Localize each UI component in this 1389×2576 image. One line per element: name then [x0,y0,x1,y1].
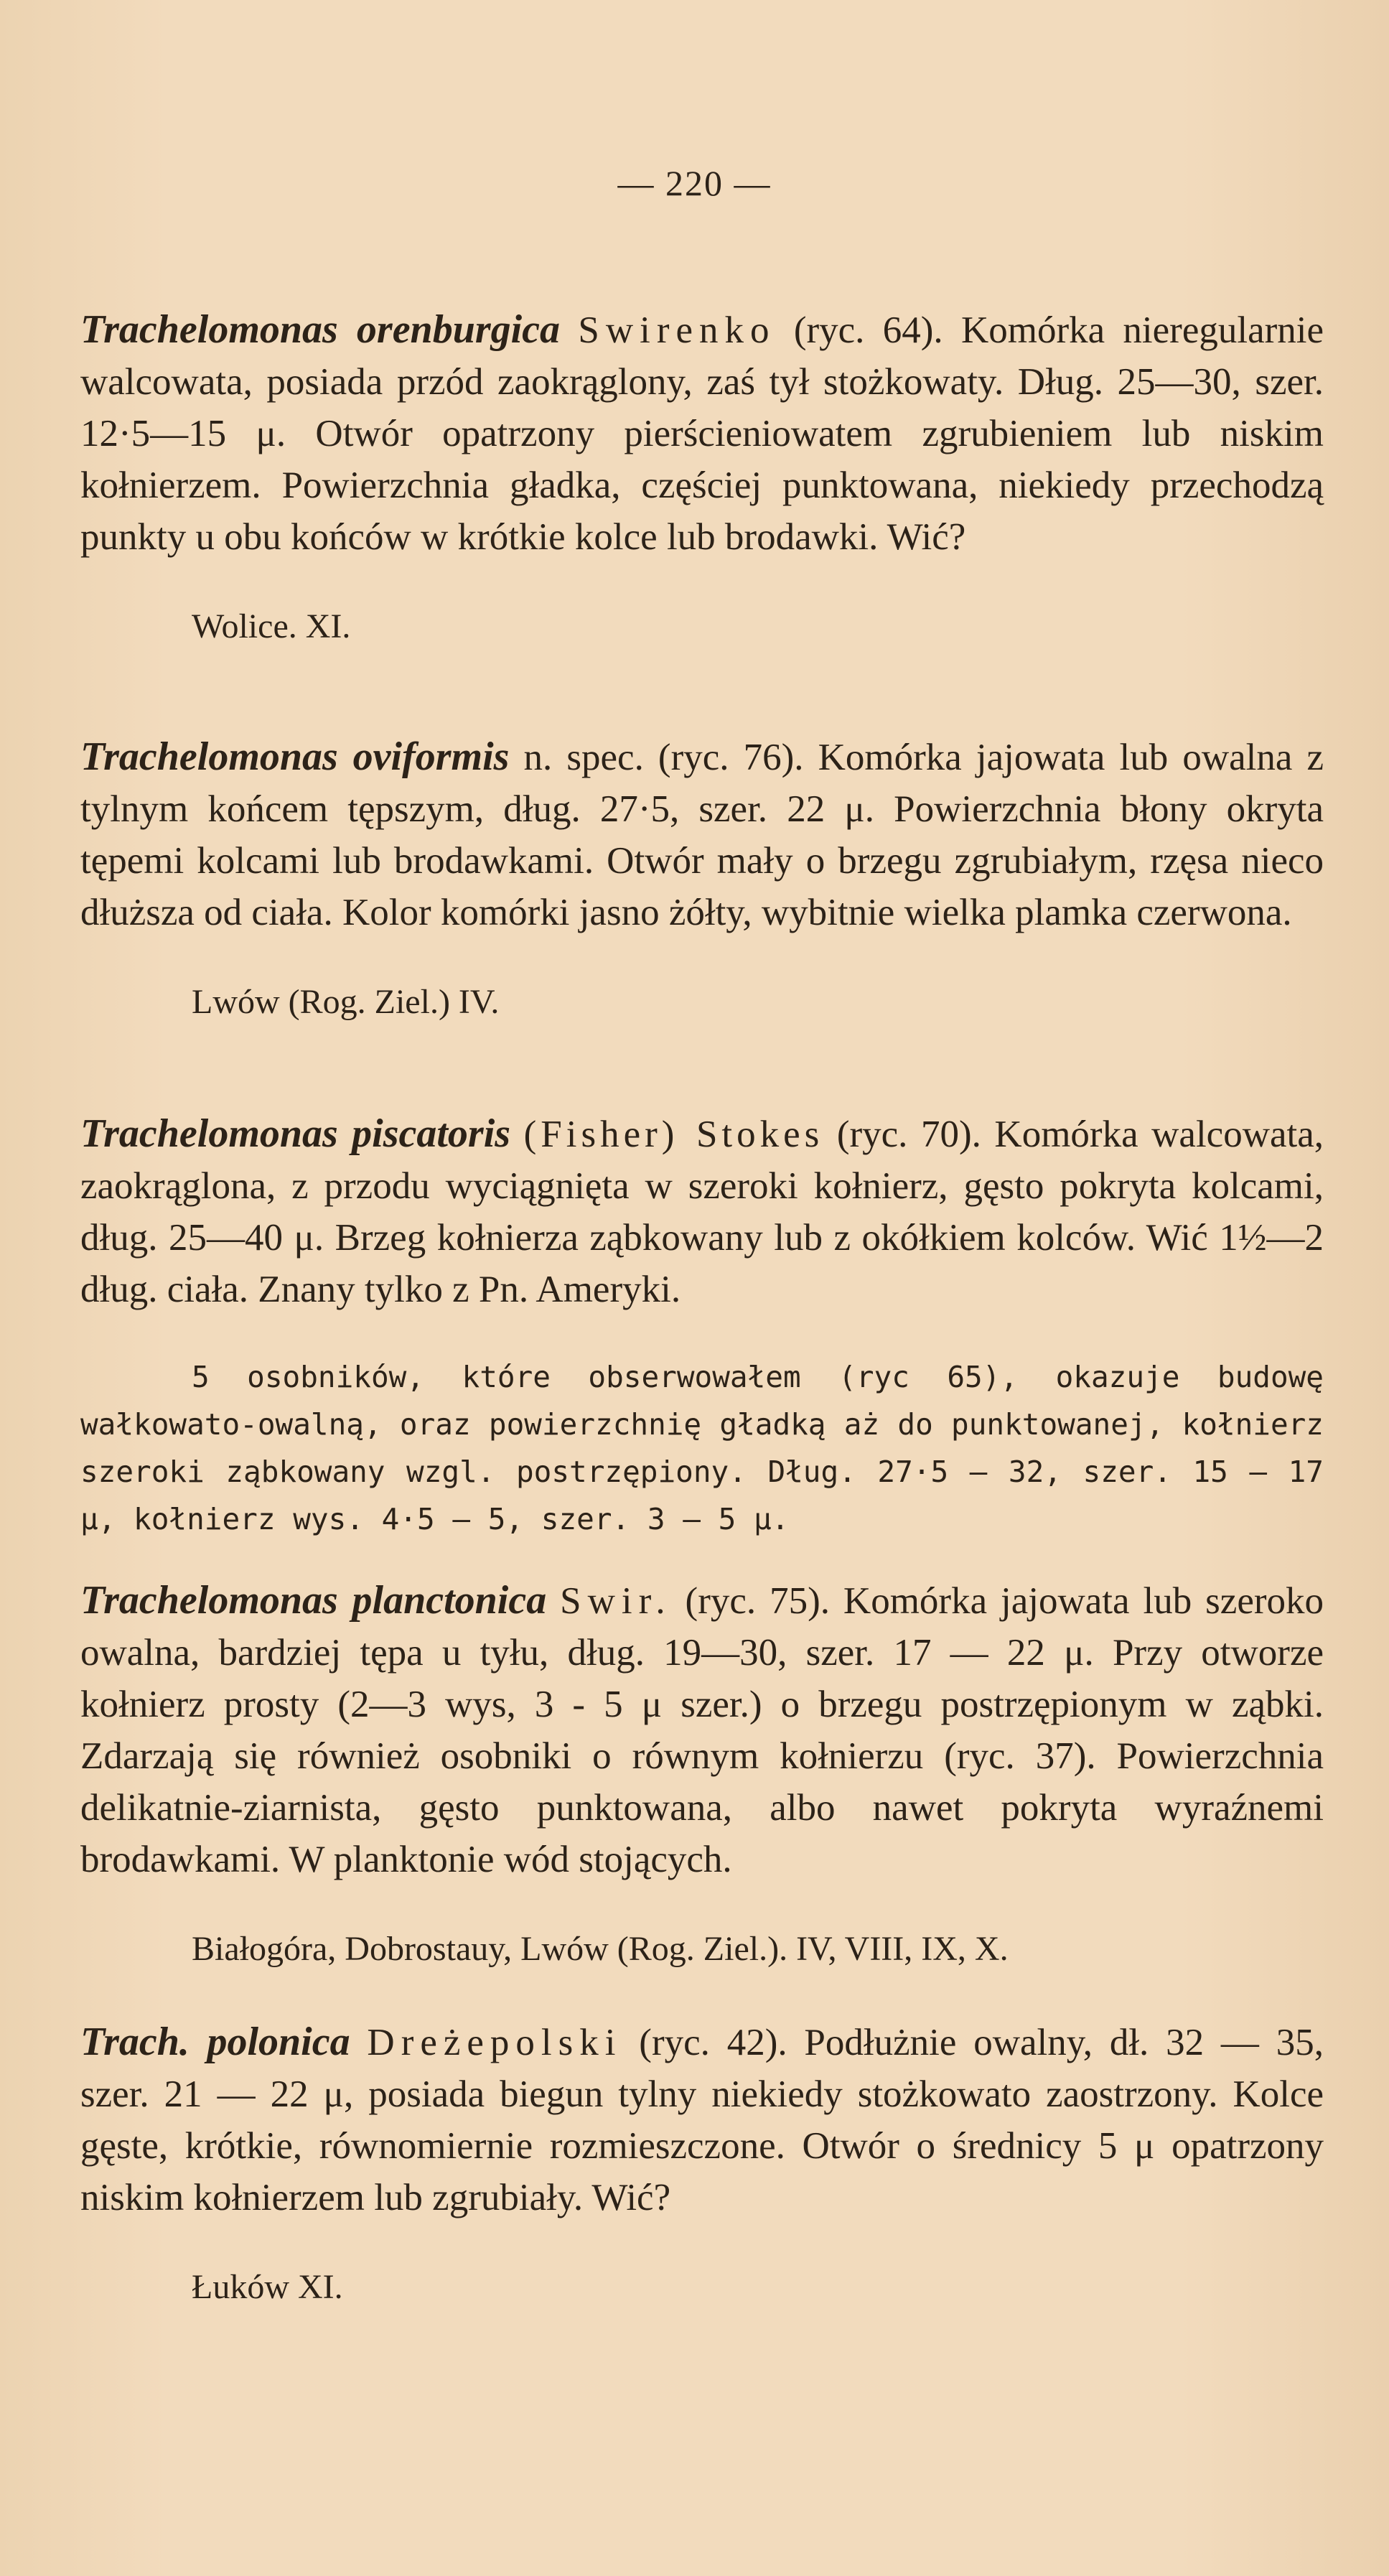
author: Swirenko [578,309,776,351]
entry-piscatoris [80,1070,1324,1543]
entry-orenburgica [80,266,1324,653]
author: Swir. [560,1580,672,1622]
locality: Łuków XI. [192,2268,343,2306]
species-name: Trachelomonas planctonica [80,1578,547,1623]
species-name: Trach. polonica [80,2020,350,2064]
page-number: — 220 — [617,163,772,203]
description: (ryc. 75). Komórka jajowata lub szeroko owalna, bardziej tępa u tyłu, dług. 19—30, szer. 17 — 22 μ. Przy otworze kołnierz prosty (2—3 wys, 3 - 5 μ szer.) o brzegu postrzępionym w ząbki. Zdarzają się również osobniki o równym kołnierzu (ryc. 37). Powierzchnia delikatnie-ziarnista, gęsto punktowana, albo nawet pokryta wyraźnemi brodawkami. W planktonie wód stojących. [80,1580,1324,1880]
description: (ryc. 70). Komórka walcowata, zaokrąglona, z przodu wyciągnięta w szeroki kołnierz, gęsto pokryta kolcami, dług. 25—40 μ. Brzeg kołnierza ząbkowany lub z okółkiem kolców. Wić 1½—2 dług. ciała. Znany tylko z Pn. Ameryki. [80,1114,1324,1310]
description: (ryc. 42). Podłużnie owalny, dł. 32 — 35, szer. 21 — 22 μ, posiada biegun tylny niekiedy stożkowato zaostrzony. Kolce gęste, krótkie, równomiernie rozmieszczone. Otwór o średnicy 5 μ opatrzony niskim kołnierzem lub zgrubiały. Wić? [80,2022,1324,2218]
entry-oviformis [80,693,1324,1028]
author: (Fisher) Stokes [523,1114,824,1155]
locality: Wolice. XI. [192,607,351,645]
entry-polonica [80,1978,1324,2313]
author: Dreżepolski [367,2022,622,2063]
description: (ryc. 64). Komórka nieregularnie walcowata, posiada przód zaokrąglony, zaś tył stożkowaty. Dług. 25—30, szer. 12·5—15 μ. Otwór opatrzony pierścieniowatem zgrubieniem lub niskim kołnierzem. Powierzchnia gładka, częściej punktowana, niekiedy przechodzą punkty u obu końców w krótkie kolce lub brodawki. Wić? [80,309,1324,558]
entry-planctonica [80,1536,1324,1975]
locality: Lwów (Rog. Ziel.) IV. [192,983,500,1021]
observation-note: 5 osobników, które obserwowałem (ryc 65), okazuje budowę wałkowato-owalną, oraz powierzchnię gładką aż do punktowanej, kołnierz szeroki ząbkowany wzgl. postrzępiony. Dług. 27·5 — 32, szer. 15 — 17 μ, kołnierz wys. 4·5 — 5, szer. 3 — 5 μ. [80,1360,1324,1536]
species-name: Trachelomonas piscatoris [80,1111,511,1156]
species-name: Trachelomonas orenburgica [80,307,561,352]
locality: Białogóra, Dobrostauy, Lwów (Rog. Ziel.). IV, VIII, IX, X. [192,1930,1009,1968]
description: n. spec. (ryc. 76). Komórka jajowata lub owalna z tylnym końcem tępszym, dług. 27·5, szer. 22 μ. Powierzchnia błony okryta tępemi kolcami lub brodawkami. Otwór mały o brzegu zgrubiałym, rzęsa nieco dłuższa od ciała. Kolor komórki jasno żółty, wybitnie wielka plamka czerwona. [80,737,1324,933]
species-name: Trachelomonas oviformis [80,734,510,779]
